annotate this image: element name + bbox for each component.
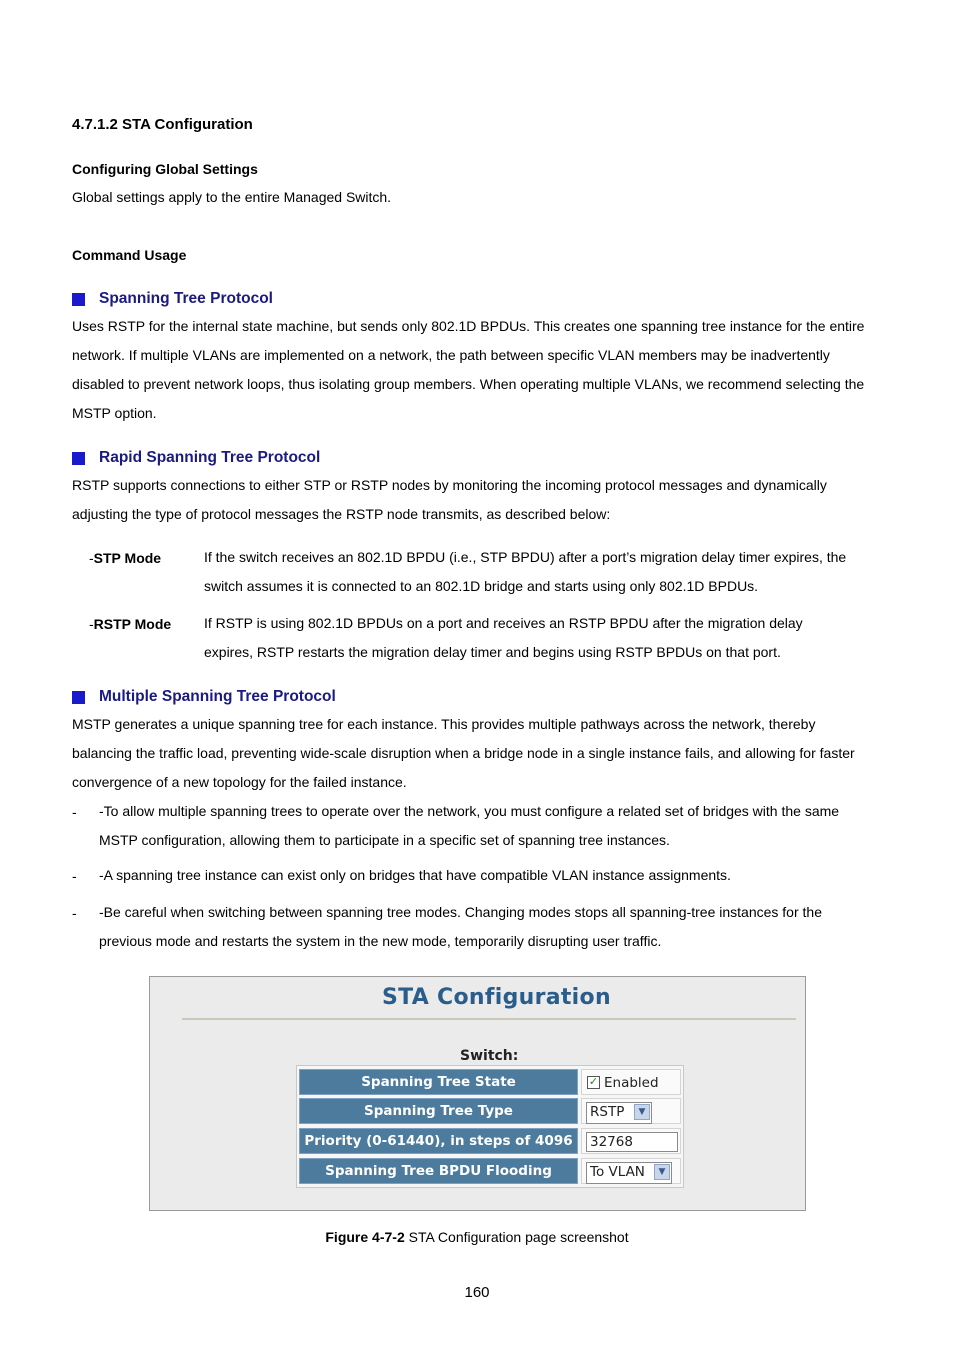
dash: - <box>89 550 94 566</box>
square-bullet-icon <box>72 452 85 465</box>
bullet-dash: - <box>72 905 77 921</box>
bullet-dash: - <box>72 804 77 820</box>
mstp-line: convergence of a new topology for the failed instance. <box>72 774 407 790</box>
select-value: RSTP <box>590 1104 625 1120</box>
bpdu-flooding-select[interactable] <box>586 1162 672 1184</box>
chevron-down-icon: ▼ <box>654 1164 670 1180</box>
figure-text: STA Configuration page screenshot <box>404 1229 629 1245</box>
row-label: Priority (0-61440), in steps of 4096 <box>299 1128 578 1154</box>
mode-name: RSTP Mode <box>93 616 172 632</box>
select-value: To VLAN <box>590 1164 645 1180</box>
spanning-tree-type-select[interactable] <box>586 1102 652 1124</box>
mode-name: STP Mode <box>93 550 162 566</box>
stp-line: disabled to prevent network loops, thus isolating group members. When operating multiple VLANs, we recommend selecting the <box>72 376 865 392</box>
mstp-paragraph <box>72 710 887 797</box>
row-label: Spanning Tree BPDU Flooding <box>299 1158 578 1184</box>
table-row <box>299 1069 681 1095</box>
enabled-checkbox[interactable] <box>587 1076 600 1089</box>
rstp-paragraph <box>72 471 887 529</box>
rstp-line: RSTP supports connections to either STP or RSTP nodes by monitoring the incoming protocol messages and dynamically <box>72 477 827 493</box>
figure-number: Figure 4-7-2 <box>325 1229 405 1245</box>
mstp-bullet <box>99 898 889 956</box>
stp-title: Spanning Tree Protocol <box>99 290 273 307</box>
square-bullet-icon <box>72 691 85 704</box>
bullet-line: MSTP configuration, allowing them to participate in a specific set of spanning tree instances. <box>99 832 670 848</box>
mstp-title: Multiple Spanning Tree Protocol <box>99 688 336 705</box>
mstp-line: MSTP generates a unique spanning tree for each instance. This provides multiple pathways across the network, thereby <box>72 716 816 732</box>
chevron-down-icon: ▼ <box>634 1104 650 1120</box>
row-label: Spanning Tree Type <box>299 1098 578 1124</box>
mstp-heading <box>72 688 336 706</box>
screenshot-title: STA Configuration <box>382 985 611 1010</box>
stp-line: Uses RSTP for the internal state machine, but sends only 802.1D BPDUs. This creates one spanning tree instance for the entire <box>72 318 865 334</box>
switch-section-label: Switch: <box>460 1048 519 1064</box>
title-divider <box>182 1018 796 1020</box>
table-row <box>299 1158 681 1184</box>
stp-mode-text <box>204 543 884 601</box>
mstp-bullet <box>99 797 889 855</box>
stp-paragraph <box>72 312 887 428</box>
bullet-line: previous mode and restarts the system in the new mode, temporarily disrupting user traffic. <box>99 933 662 949</box>
bullet-line: -A spanning tree instance can exist only on bridges that have compatible VLAN instance assignments. <box>99 867 731 883</box>
enabled-label: Enabled <box>604 1075 659 1091</box>
stp-heading <box>72 290 273 308</box>
mode-line: expires, RSTP restarts the migration delay timer and begins using RSTP BPDUs on that port. <box>204 644 781 660</box>
settings-table <box>296 1065 684 1188</box>
bullet-line: -To allow multiple spanning trees to operate over the network, you must configure a related set of bridges with the same <box>99 803 840 819</box>
square-bullet-icon <box>72 293 85 306</box>
row-value <box>581 1128 681 1154</box>
global-settings-text: Global settings apply to the entire Managed Switch. <box>72 189 392 205</box>
rstp-title: Rapid Spanning Tree Protocol <box>99 449 321 466</box>
mstp-bullet <box>99 861 889 890</box>
bullet-line: -Be careful when switching between spanning tree modes. Changing modes stops all spanning-tree instances for the <box>99 904 822 920</box>
stp-mode-label <box>89 550 161 566</box>
stp-line: network. If multiple VLANs are implemented on a network, the path between specific VLAN members may be inadvertently <box>72 347 830 363</box>
row-value <box>581 1158 681 1184</box>
priority-input[interactable]: 32768 <box>586 1132 678 1152</box>
row-value <box>581 1098 681 1124</box>
stp-line: MSTP option. <box>72 405 157 421</box>
page-number: 160 <box>464 1284 490 1301</box>
table-row <box>299 1098 681 1124</box>
dash: - <box>89 616 94 632</box>
rstp-line: adjusting the type of protocol messages the RSTP node transmits, as described below: <box>72 506 611 522</box>
figure-caption <box>0 1229 954 1245</box>
rstp-heading <box>72 449 320 467</box>
rstp-mode-label <box>89 616 171 632</box>
table-row <box>299 1128 681 1154</box>
checkmark-icon: ✓ <box>588 1076 599 1088</box>
global-settings-title: Configuring Global Settings <box>72 161 258 177</box>
row-label: Spanning Tree State <box>299 1069 578 1095</box>
command-usage-title: Command Usage <box>72 247 187 263</box>
page-heading: 4.7.1.2 STA Configuration <box>72 116 253 133</box>
mode-line: switch assumes it is connected to an 802.1D bridge and starts using only 802.1D BPDUs. <box>204 578 759 594</box>
rstp-mode-text <box>204 609 884 667</box>
mode-line: If the switch receives an 802.1D BPDU (i.e., STP BPDU) after a port’s migration delay timer expires, the <box>204 549 847 565</box>
mode-line: If RSTP is using 802.1D BPDUs on a port and receives an RSTP BPDU after the migration delay <box>204 615 803 631</box>
sta-config-screenshot <box>149 976 806 1211</box>
bullet-dash: - <box>72 868 77 884</box>
mstp-line: balancing the traffic load, preventing wide-scale disruption when a bridge node in a single instance fails, and allowing for faster <box>72 745 855 761</box>
row-value <box>581 1069 681 1095</box>
